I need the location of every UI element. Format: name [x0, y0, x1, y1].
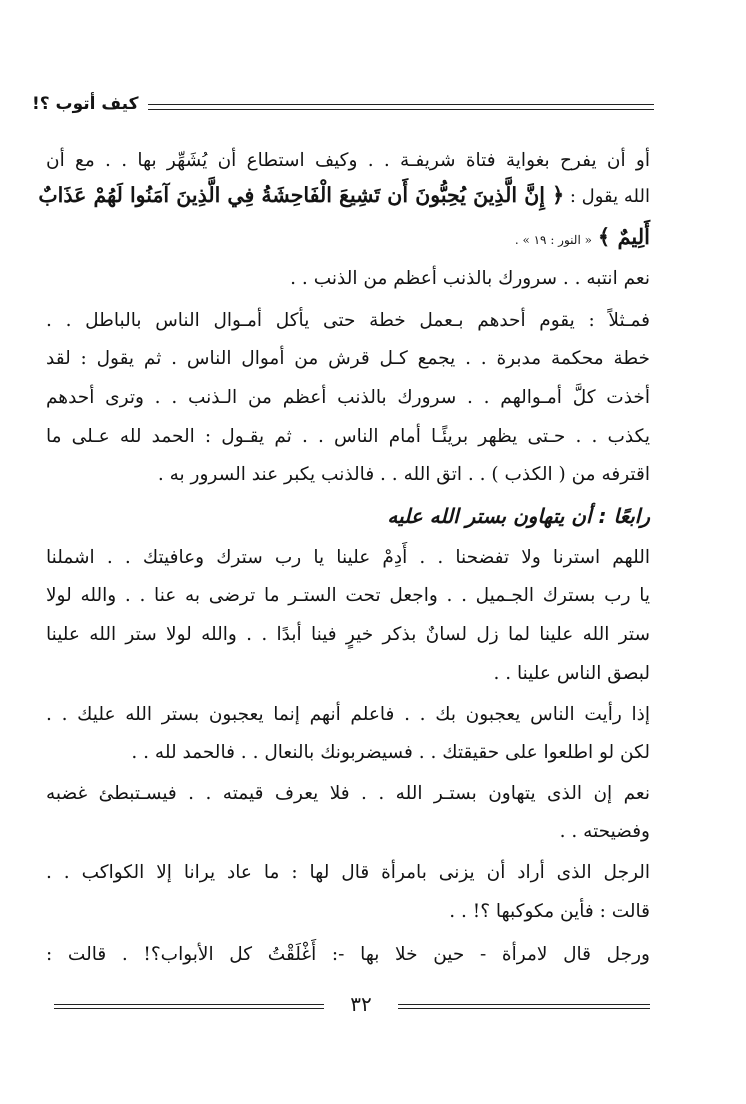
text-line-quran-end [46, 222, 650, 252]
verse-citation: « النور : ١٩ » . [514, 233, 592, 247]
text-line: ورجل قال لامرأة - حين خلا بها -: أَغْلَقْتُ كل الأبواب؟! . قالت : [46, 944, 650, 965]
footer-rule-right [398, 1004, 650, 1011]
text-line: يكذب . . حـتى يظهر بريئًـا أمام الناس . . ثم يقـول : الحمد لله عـلى ما [46, 426, 650, 447]
text-line: لكن لو اطلعوا على حقيقتك . . فسيضربونك بالنعال . . فالحمد لله . . [131, 742, 650, 763]
header-double-rule [148, 104, 654, 113]
text-line: الرجل الذى أراد أن يزنى بامرأة قال لها : ما عاد يرانا إلا الكواكب . . [46, 862, 650, 883]
quran-verse-end: أَلِيمٌ ﴾ [597, 224, 650, 249]
text-line: إذا رأيت الناس يعجبون بك . . فاعلم أنهم إنما يعجبون بستر الله عليك . . [46, 704, 650, 725]
text-line: أو أن يفرح بغواية فتاة شريفـة . . وكيف استطاع أن يُشَهِّر بها . . مع أن [46, 150, 650, 171]
text-line: يا رب بسترك الجـميل . . واجعل تحت الستـر ما ترضى به عنا . . والله لولا [46, 585, 650, 606]
text-span: الله يقول : [569, 186, 650, 207]
text-line: خطة محكمة مدبرة . . يجمع كـل قرش من أموال الناس . ثم يقول : لقد [46, 348, 650, 369]
text-line: فمـثلاً : يقوم أحدهم بـعمل خطة حتى يأكل أمـوال الناس بالباطل . . [46, 310, 650, 331]
text-line-quran-start [30, 180, 650, 210]
section-heading: رابعًا : أن يتهاون بستر الله عليه [387, 504, 650, 528]
text-line: نعم إن الذى يتهاون بستـر الله . . فلا يعرف قيمته . . فيسـتبطئ غضبه [46, 783, 650, 804]
text-line: اقترفه من ( الكذب ) . . اتق الله . . فالذنب يكبر عند السرور به . [157, 464, 650, 485]
running-header-title: كيف أتوب ؟! [32, 94, 139, 114]
text-line: نعم انتبه . . سرورك بالذنب أعظم من الذنب . . [290, 268, 650, 289]
text-line: لبصق الناس علينا . . [493, 663, 650, 684]
text-line: وفضيحته . . [559, 821, 650, 842]
text-line: أخذت كلَّ أمـوالهم . . سرورك بالذنب أعظم من الـذنب . . وترى أحدهم [46, 387, 650, 408]
page-number: ٣٢ [350, 992, 372, 1016]
text-line: ستر الله علينا لما زل لسانٌ بذكر خيرٍ فينا أبدًا . . والله لولا ستر الله علينا [46, 624, 650, 645]
quran-verse: ﴿ إِنَّ الَّذِينَ يُحِبُّونَ أَن تَشِيعَ الْفَاحِشَةُ فِي الَّذِينَ آمَنُوا لَهُمْ عَذَابٌ [38, 183, 565, 207]
text-line: اللهم استرنا ولا تفضحنا . . أَدِمْ علينا يا رب سترك وعافيتك . . اشملنا [46, 547, 650, 568]
text-line: قالت : فأين مكوكبها ؟! . . [449, 901, 650, 922]
footer-rule-left [54, 1004, 324, 1011]
